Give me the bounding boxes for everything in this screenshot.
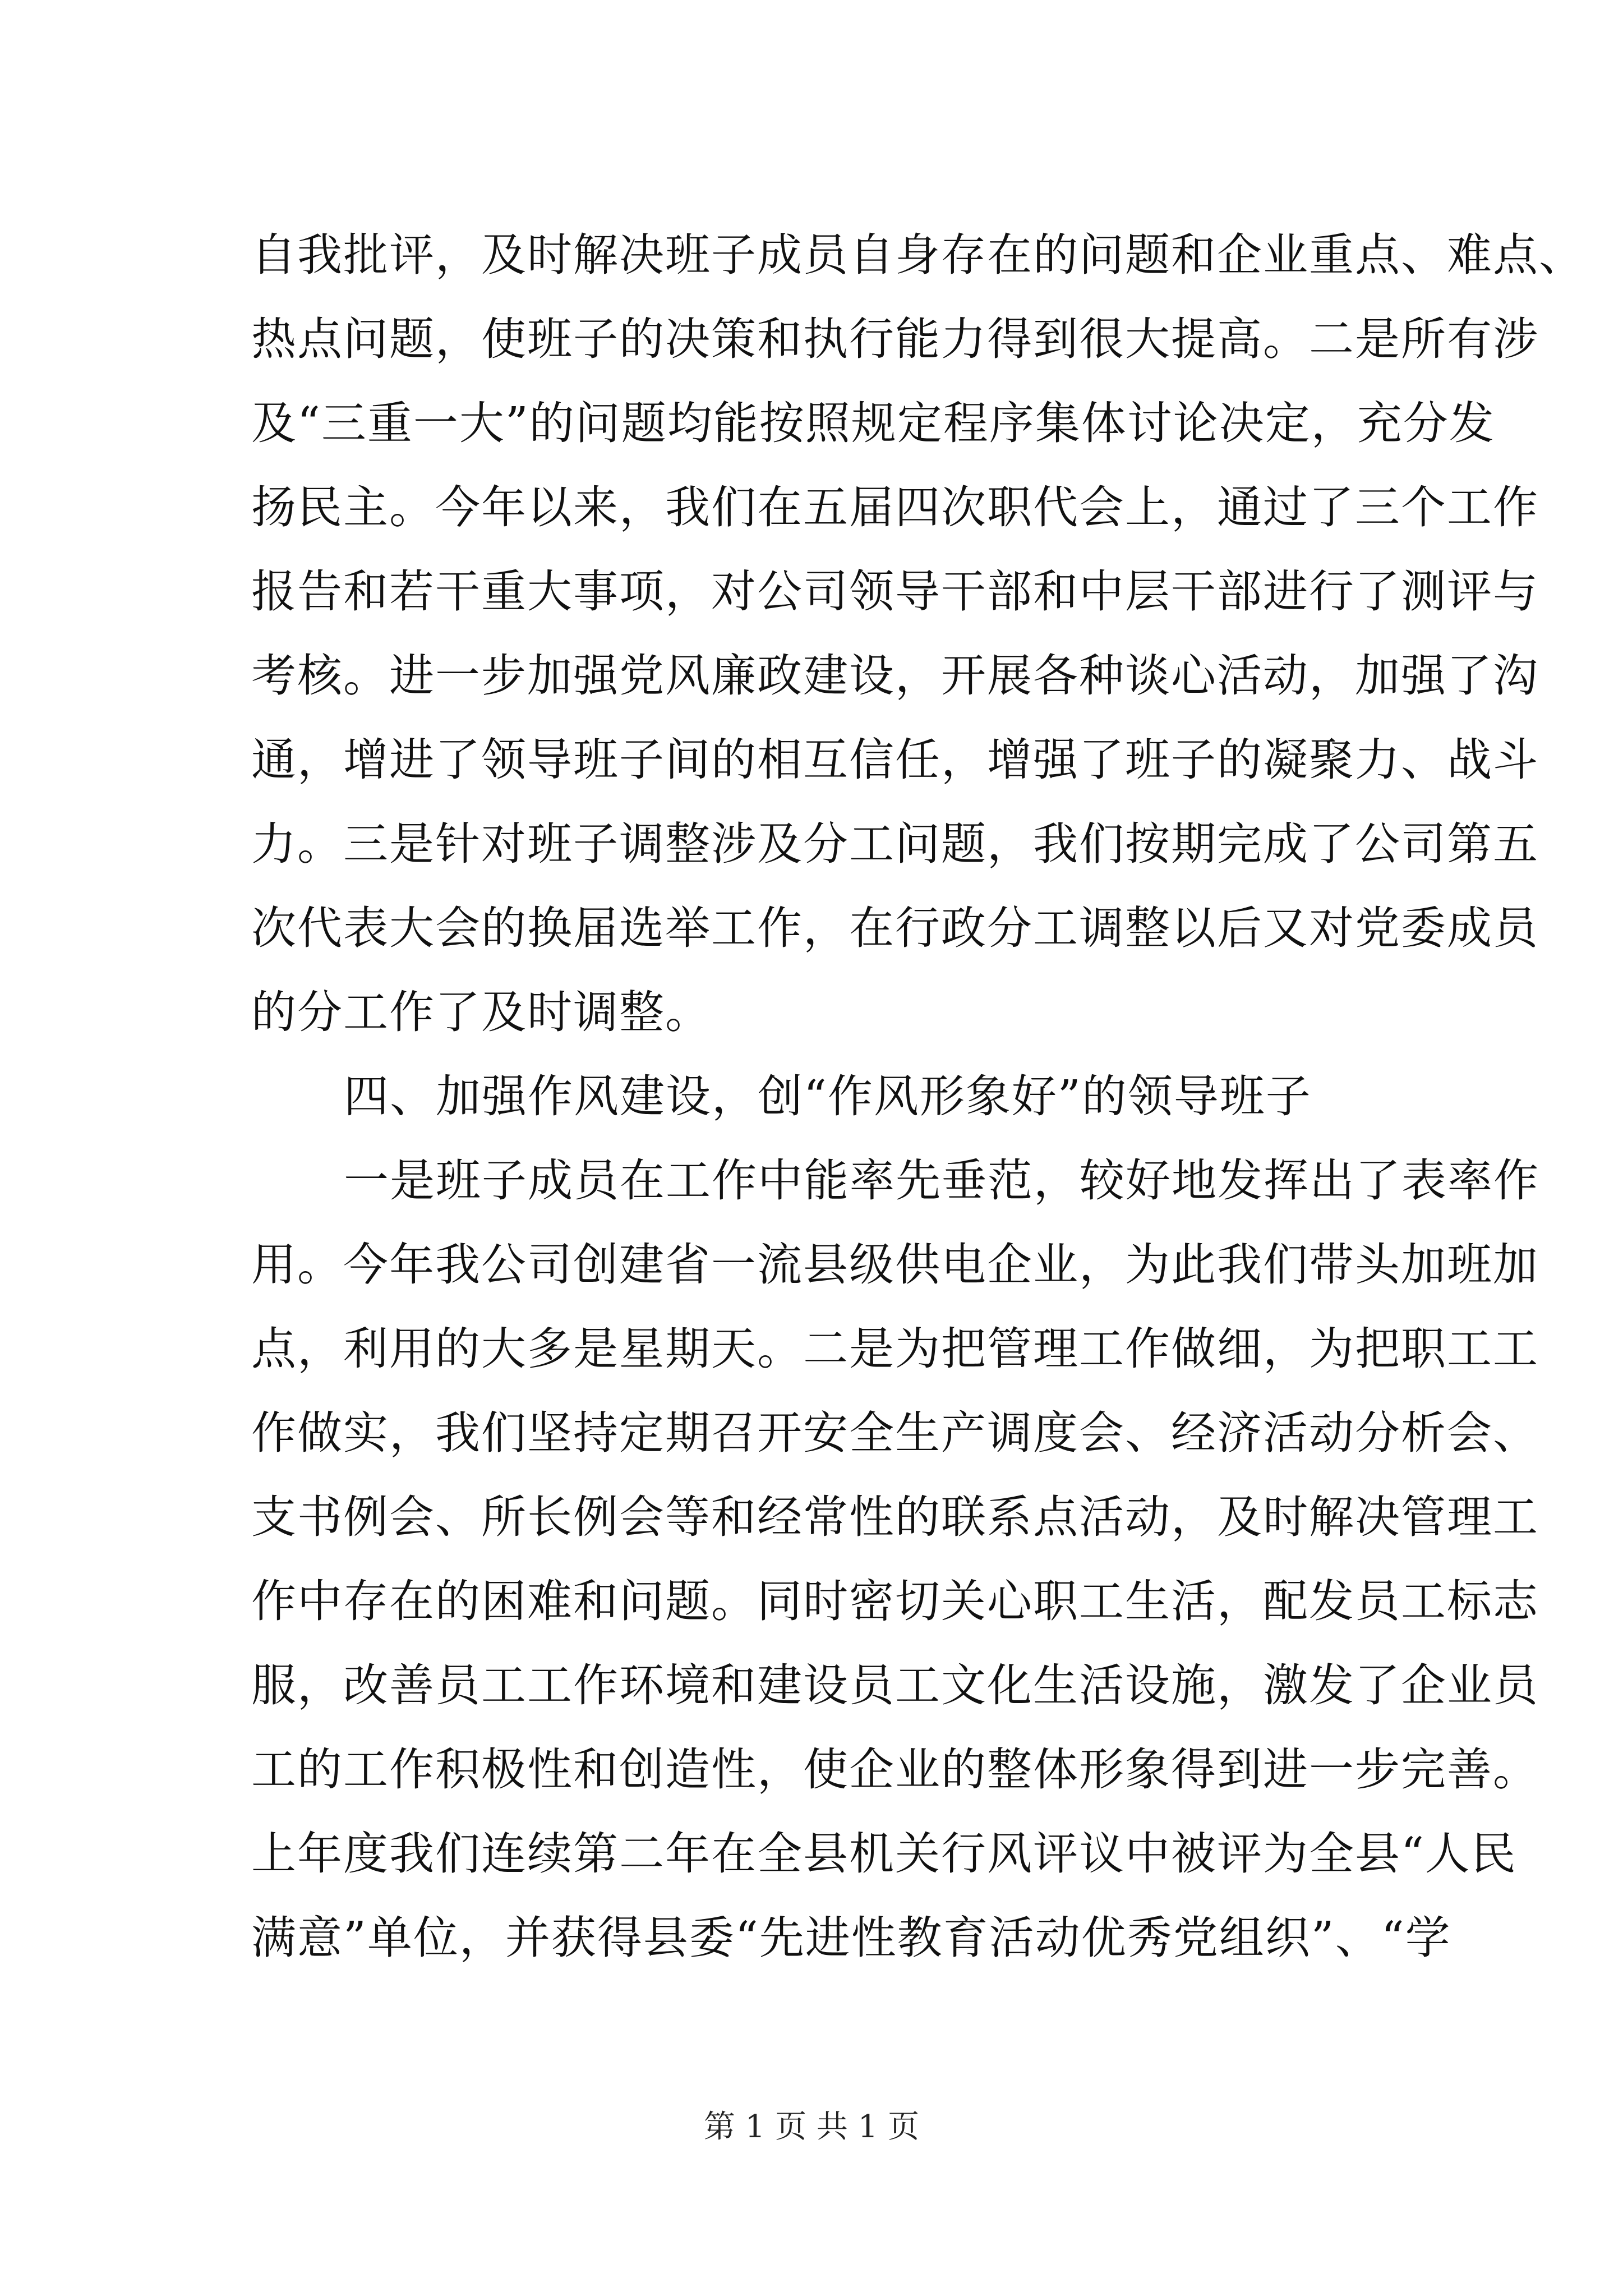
text-line: 及“三重一大”的问题均能按照规定程序集体讨论决定，充分发 — [251, 397, 1495, 449]
text-line: 点，利用的大多是星期天。二是为把管理工作做细，为把职工工 — [251, 1323, 1539, 1375]
text-line: 通，增进了领导班子间的相互信任，增强了班子的凝聚力、战斗 — [251, 734, 1539, 786]
text-line: 次代表大会的换届选举工作，在行政分工调整以后又对党委成员 — [251, 902, 1539, 954]
text-line: 作做实，我们坚持定期召开安全生产调度会、经济活动分析会、 — [251, 1407, 1539, 1459]
text-line: 用。今年我公司创建省一流县级供电企业，为此我们带头加班加 — [251, 1239, 1539, 1291]
text-line: 满意”单位，并获得县委“先进性教育活动优秀党组织”、“学 — [251, 1912, 1451, 1964]
text-line: 自我批评，及时解决班子成员自身存在的问题和企业重点、难点、 — [251, 229, 1585, 281]
page-number-footer: 第 1 页 共 1 页 — [703, 2109, 920, 2145]
document-body — [251, 213, 1585, 1980]
text-line: 工的工作积极性和创造性，使企业的整体形象得到进一步完善。 — [251, 1743, 1539, 1796]
text-line: 支书例会、所长例会等和经常性的联系点活动，及时解决管理工 — [251, 1491, 1539, 1543]
text-line: 力。三是针对班子调整涉及分工问题，我们按期完成了公司第五 — [251, 818, 1539, 870]
text-line: 热点问题，使班子的决策和执行能力得到很大提高。二是所有涉 — [251, 313, 1539, 365]
section-heading: 四、加强作风建设，创“作风形象好”的领导班子 — [344, 1070, 1312, 1122]
text-line: 考核。进一步加强党风廉政建设，开展各种谈心活动，加强了沟 — [251, 650, 1539, 702]
text-line: 上年度我们连续第二年在全县机关行风评议中被评为全县“人民 — [251, 1828, 1517, 1880]
text-line: 的分工作了及时调整。 — [251, 986, 711, 1038]
text-line: 作中存在的困难和问题。同时密切关心职工生活，配发员工标志 — [251, 1575, 1539, 1627]
text-line: 报告和若干重大事项，对公司领导干部和中层干部进行了测评与 — [251, 565, 1539, 618]
text-line: 服，改善员工工作环境和建设员工文化生活设施，激发了企业员 — [251, 1659, 1539, 1711]
paragraph-start-line: 一是班子成员在工作中能率先垂范，较好地发挥出了表率作 — [344, 1154, 1539, 1207]
text-line: 扬民主。今年以来，我们在五届四次职代会上，通过了三个工作 — [251, 481, 1539, 533]
